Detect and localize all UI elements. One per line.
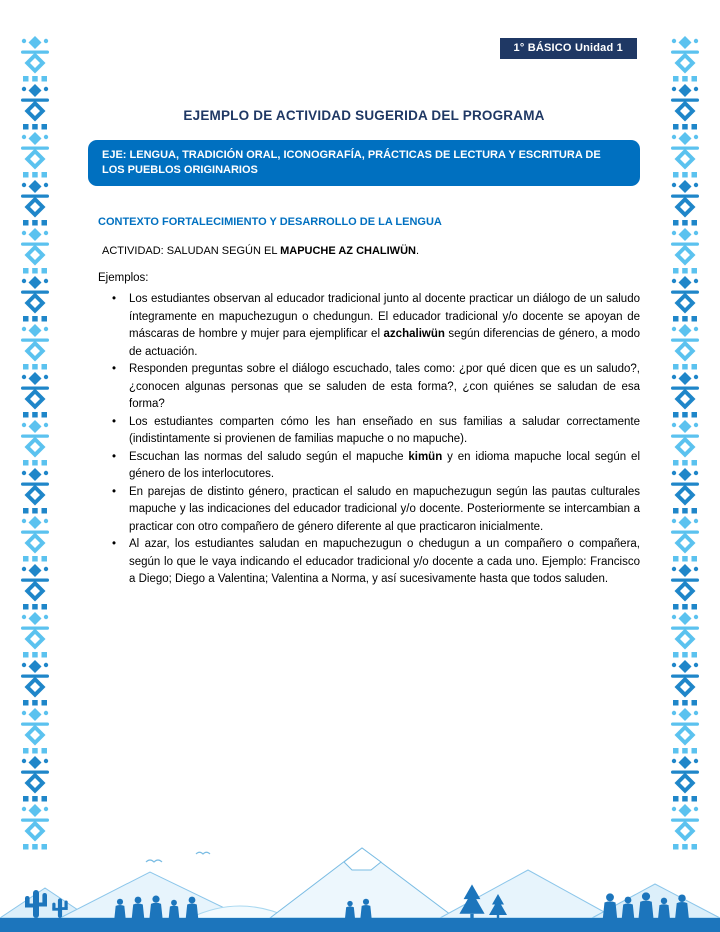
item-text: Al azar, los estudiantes saludan en mapuchezugun o chedugun a un compañero o compañera, según lo que le vaya indicando el educador tradicional y/o docente a cada uno. Ejemplo: Francisco a Diego; Diego a Valentina; Valentina a Norma, y así sucesivamente hasta que todos saluden. — [129, 538, 640, 585]
item-text: Los estudiantes comparten cómo les han enseñado en sus familias a saludar correctamente (indistintamente si provienen de familias mapuche o no mapuche). — [129, 415, 640, 445]
andean-border-pattern-left-icon — [18, 36, 52, 852]
page-title: EJEMPLO DE ACTIVIDAD SUGERIDA DEL PROGRAMA — [183, 108, 545, 123]
item-text: Los estudiantes observan al educador tradicional junto al docente practicar un diálogo de un saludo íntegramente en mapuchezugun o chedungun. El educador tradicional y/o docente se apoyan de máscaras de hombre y mujer para ejemplificar el — [129, 293, 640, 340]
birds-icon — [146, 852, 210, 862]
list-item — [110, 361, 640, 414]
item-text: Escuchan las normas del saludo según el mapuche — [129, 450, 409, 463]
activity-prefix: ACTIVIDAD: SALUDAN SEGÚN EL — [102, 245, 281, 257]
context-heading: CONTEXTO FORTALECIMIENTO Y DESARROLLO DE LA LENGUA — [98, 216, 442, 228]
examples-label: Ejemplos: — [98, 272, 149, 284]
ground-band — [0, 918, 720, 932]
list-item — [110, 291, 640, 361]
andean-border-pattern-right-icon — [668, 36, 702, 852]
item-text: Responden preguntas sobre el diálogo escuchado, tales como: ¿por qué dicen que es un saludo?, ¿conocen algunas personas que se saluden de esta forma?, ¿con quiénes se saludan de esa forma? — [129, 363, 640, 410]
list-item — [110, 536, 640, 589]
list-item — [110, 449, 640, 484]
list-item — [110, 414, 640, 449]
activity-suffix: . — [415, 245, 420, 257]
item-text: En parejas de distinto género, practican el saludo en mapuchezugun según las pautas culturales mapuche y las indicaciones del educador tradicional y/o docente. Posteriormente se intercambian a practicar con otro compañero de género diferente al que practicaron inicialmente. — [129, 485, 640, 533]
item-text: y en idioma mapuche local según el género de los interlocutores. — [129, 450, 641, 480]
unit-badge: 1° BÁSICO Unidad 1 — [500, 38, 637, 59]
list-item — [110, 484, 640, 537]
item-bold-term: kimün — [408, 450, 443, 463]
landscape-illustration — [0, 832, 720, 932]
activity-term: MAPUCHE AZ CHALIWÜN — [280, 245, 416, 257]
main-content — [88, 0, 640, 589]
activity-line — [102, 245, 640, 257]
item-bold-term: azchaliwün — [383, 328, 445, 340]
item-text: según diferencias de género, a modo de actuación. — [129, 328, 640, 358]
examples-list — [88, 291, 640, 589]
eje-banner: EJE: LENGUA, TRADICIÓN ORAL, ICONOGRAFÍA, PRÁCTICAS DE LECTURA Y ESCRITURA DE LOS PUEBLOS ORIGINARIOS — [88, 140, 640, 186]
